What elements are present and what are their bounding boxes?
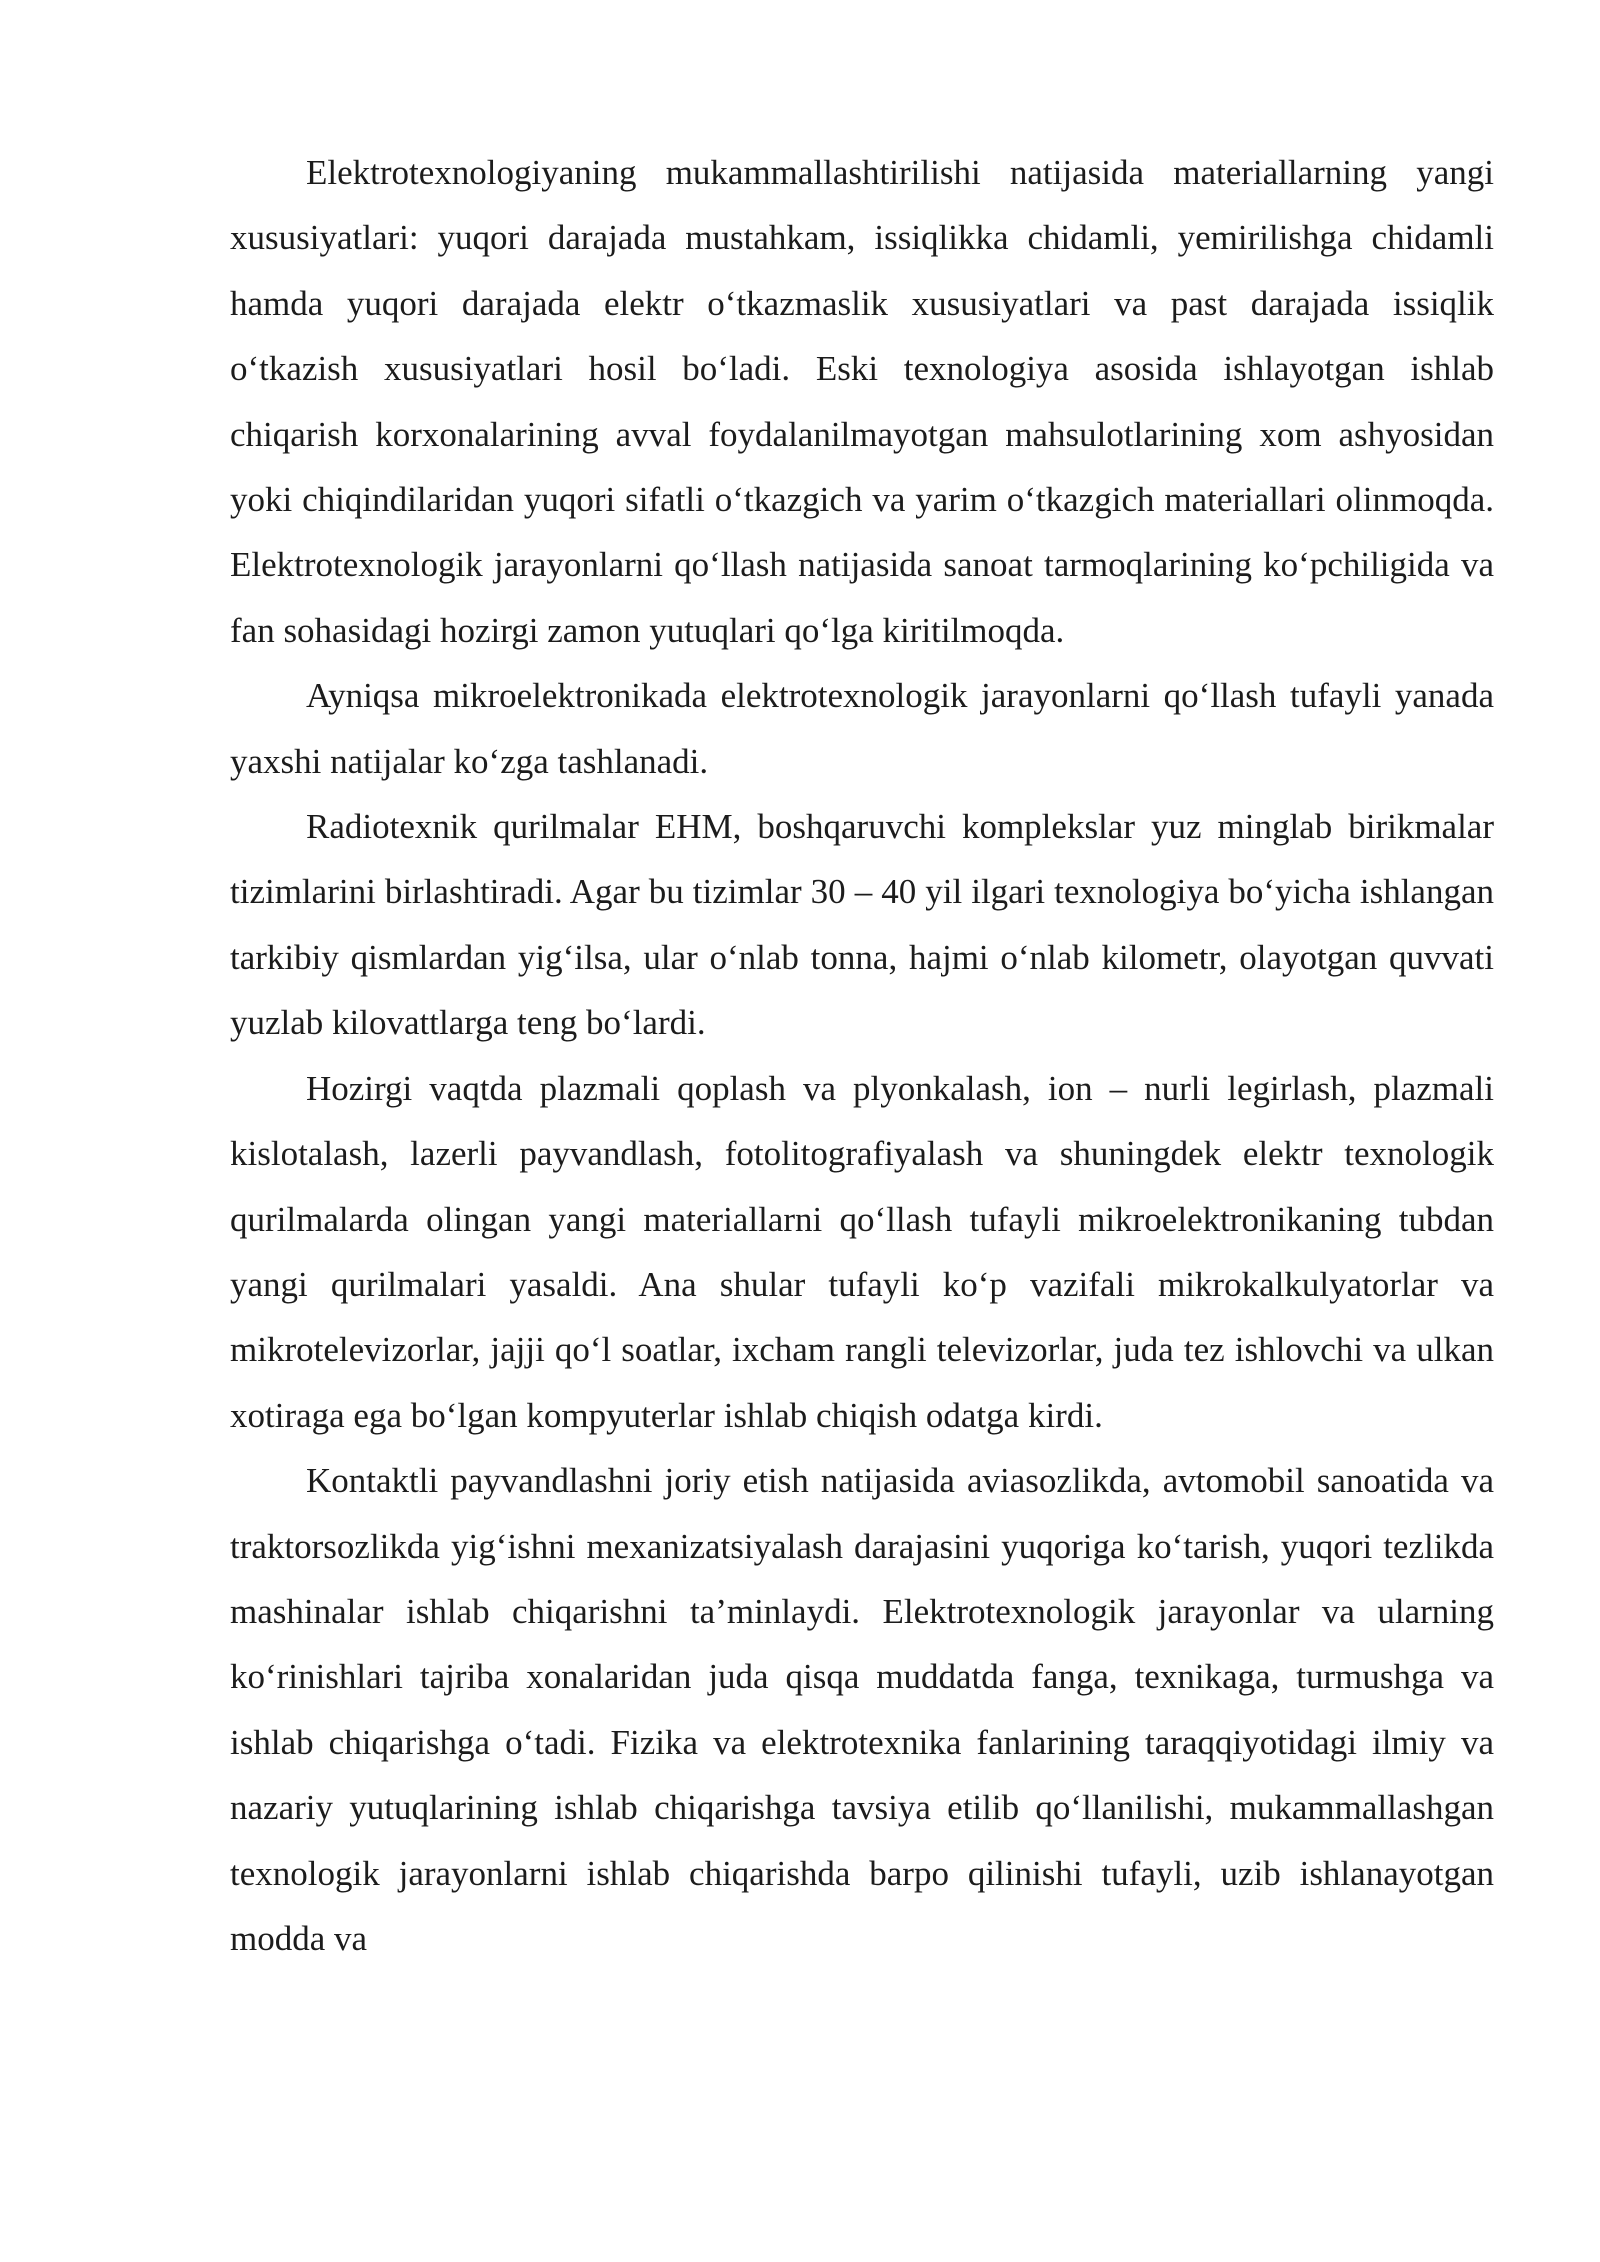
- paragraph-electrotechnology-materials: Elektrotexnologiyaning mukammallashtirilishi natijasida materiallarning yangi xususiyatlari: yuqori darajada mustahkam, issiqlikka chidamli, yemirilishga chidamli hamda yuqori darajada elektr o‘tkazmaslik xususiyatlari va past darajada issiqlik o‘tkazish xususiyatlari hosil bo‘ladi. Eski texnologiya asosida ishlayotgan ishlab chiqarish korxonalarining avval foydalanilmayotgan mahsulotlarining xom ashyosidan yoki chiqindilaridan yuqori sifatli o‘tkazgich va yarim o‘tkazgich materiallari olinmoqda. Elektrotexnologik jarayonlarni qo‘llash natijasida sanoat tarmoqlarining ko‘pchiligida va fan sohasidagi hozirgi zamon yutuqlari qo‘lga kiritilmoqda.: [230, 153, 1494, 650]
- paragraph-plasma-technologies: Hozirgi vaqtda plazmali qoplash va plyonkalash, ion – nurli legirlash, plazmali kislotalash, lazerli payvandlash, fotolitografiyalash va shuningdek elektr texnologik qurilmalarda olingan yangi materiallarni qo‘llash tufayli mikroelektronikaning tubdan yangi qurilmalari yasaldi. Ana shular tufayli ko‘p vazifali mikrokalkulyatorlar va mikrotelevizorlar, jajji qo‘l soatlar, ixcham rangli televizorlar, juda tez ishlovchi va ulkan xotiraga ega bo‘lgan kompyuterlar ishlab chiqish odatga kirdi.: [230, 1068, 1494, 1435]
- paragraph-contact-welding: Kontaktli payvandlashni joriy etish natijasida aviasozlikda, avtomobil sanoatida va traktorsozlikda yig‘ishni mexanizatsiyalash darajasini yuqoriga ko‘tarish, yuqori tezlikda mashinalar ishlab chiqarishni ta’minlaydi. Elektrotexnologik jarayonlar va ularning ko‘rinishlari tajriba xonalaridan juda qisqa muddatda fanga, texnikaga, turmushga va ishlab chiqarishga o‘tadi. Fizika va elektrotexnika fanlarining taraqqiyotidagi ilmiy va nazariy yutuqlarining ishlab chiqarishga tavsiya etilib qo‘llanilishi, mukammallashgan texnologik jarayonlarni ishlab chiqarishda barpo qilinishi tufayli, uzib ishlanayotgan modda va: [230, 1461, 1494, 1958]
- paragraph-radiotechnical-devices: Radiotexnik qurilmalar EHM, boshqaruvchi komplekslar yuz minglab birikmalar tizimlarini birlashtiradi. Agar bu tizimlar 30 – 40 yil ilgari texnologiya bo‘yicha ishlangan tarkibiy qismlardan yig‘ilsa, ular o‘nlab tonna, hajmi o‘nlab kilometr, olayotgan quvvati yuzlab kilovattlarga teng bo‘lardi.: [230, 807, 1494, 1043]
- paragraph-microelectronics: Ayniqsa mikroelektronikada elektrotexnologik jarayonlarni qo‘llash tufayli yanada yaxshi natijalar ko‘zga tashlanadi.: [230, 676, 1494, 781]
- document-page: [230, 140, 1494, 1971]
